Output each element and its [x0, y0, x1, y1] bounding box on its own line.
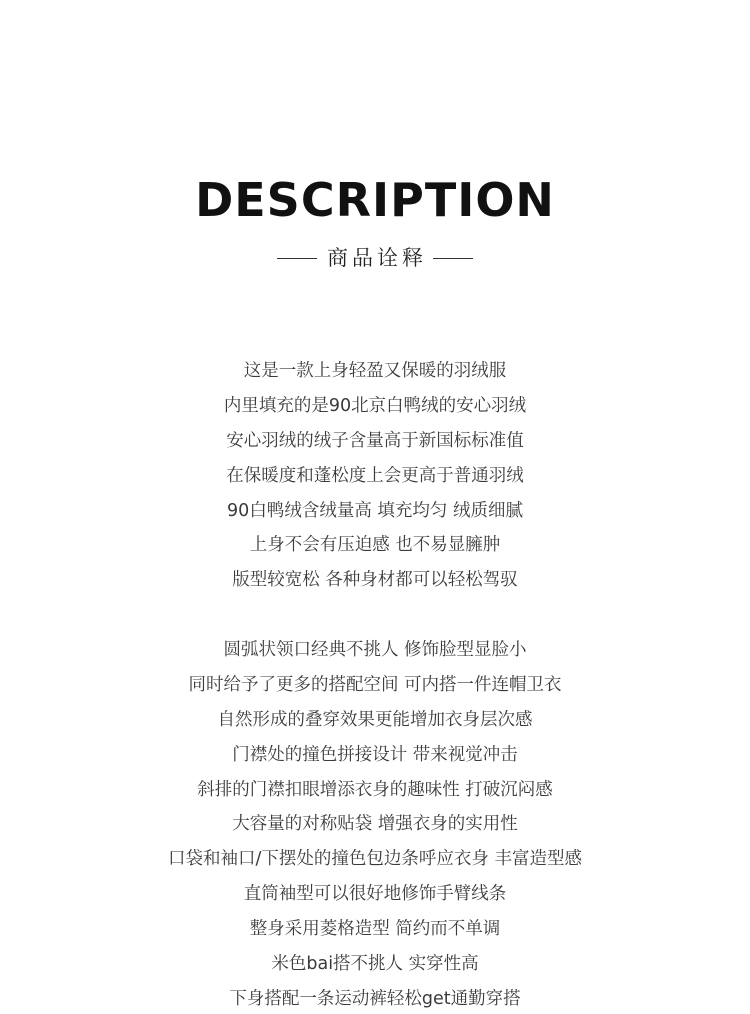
subtitle-row	[0, 244, 750, 272]
description-line: 这是一款上身轻盈又保暖的羽绒服	[243, 361, 507, 381]
description-line: 安心羽绒的绒子含量高于新国标标准值	[226, 430, 524, 451]
description-line: 门襟处的撞色拼接设计 带来视觉冲击	[232, 744, 518, 765]
description-line: 口袋和袖口/下摆处的撞色包边条呼应衣身 丰富造型感	[168, 849, 582, 870]
description-line: 90白鸭绒含绒量高 填充均匀 绒质细腻	[227, 500, 523, 521]
description-paragraph-1	[0, 354, 750, 598]
description-line: 大容量的对称贴袋 增强衣身的实用性	[232, 814, 518, 835]
description-line: 斜排的门襟扣眼增添衣身的趣味性 打破沉闷感	[197, 779, 553, 800]
description-line: 米色bai搭不挑人 实穿性高	[271, 954, 479, 975]
right-divider-line	[433, 258, 473, 259]
description-line: 版型较宽松 各种身材都可以轻松驾驭	[232, 570, 518, 591]
description-line: 内里填充的是90北京白鸭绒的安心羽绒	[223, 395, 527, 416]
description-line: 在保暖度和蓬松度上会更高于普通羽绒	[226, 465, 524, 486]
description-line: 上身不会有压迫感 也不易显臃肿	[249, 535, 501, 556]
description-line: 圆弧状领口经典不挑人 修饰脸型显脸小	[223, 640, 527, 660]
description-line: 下身搭配一条运动裤轻松get通勤穿搭	[229, 988, 521, 1009]
page-title: DESCRIPTION	[195, 173, 555, 227]
description-line: 直筒袖型可以很好地修饰手臂线条	[243, 884, 507, 905]
description-line: 同时给予了更多的搭配空间 可内搭一件连帽卫衣	[188, 674, 562, 695]
page-subtitle: 商品诠释	[327, 246, 427, 270]
description-line: 自然形成的叠穿效果更能增加衣身层次感	[217, 709, 533, 730]
description-line: 整身采用菱格造型 简约而不单调	[249, 919, 501, 940]
left-divider-line	[277, 258, 317, 259]
description-paragraph-2	[0, 633, 750, 1014]
